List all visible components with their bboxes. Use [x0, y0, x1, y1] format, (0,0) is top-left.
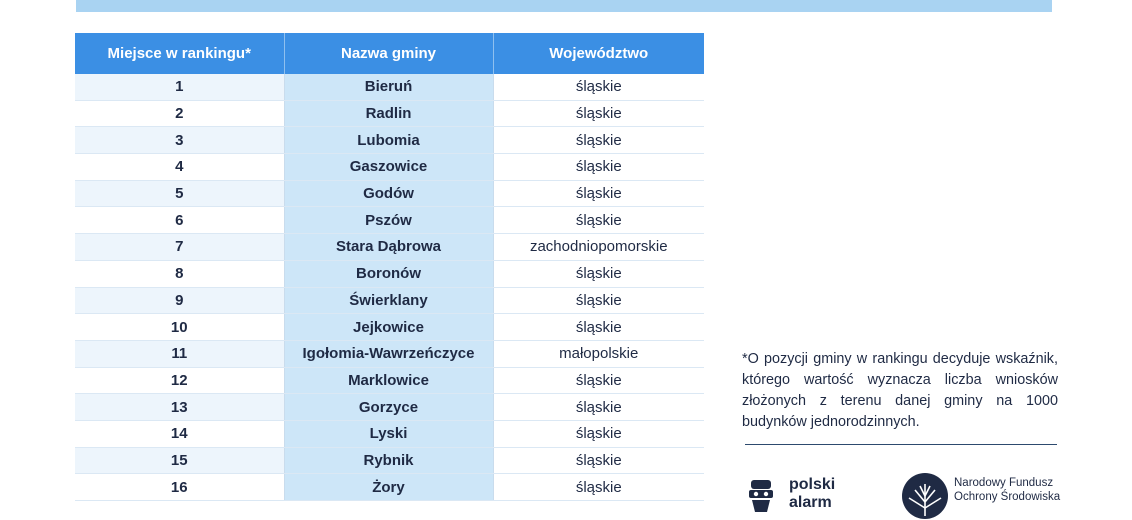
municipality-cell: Gorzyce — [284, 394, 493, 421]
table-row — [75, 180, 704, 207]
ranking-table — [75, 33, 704, 501]
nfosigw-emblem-icon — [901, 472, 949, 520]
table-row — [75, 447, 704, 474]
voivodeship-cell: śląskie — [493, 100, 704, 127]
nfosigw-line2: Ochrony Środowiska — [954, 491, 1061, 503]
rank-cell: 9 — [75, 287, 284, 314]
rank-cell: 16 — [75, 474, 284, 501]
rank-cell: 8 — [75, 260, 284, 287]
voivodeship-cell: śląskie — [493, 180, 704, 207]
rank-cell: 1 — [75, 74, 284, 100]
municipality-cell: Gaszowice — [284, 154, 493, 181]
voivodeship-cell: śląskie — [493, 207, 704, 234]
table-row — [75, 207, 704, 234]
table-row — [75, 127, 704, 154]
municipality-cell: Rybnik — [284, 447, 493, 474]
municipality-cell: Stara Dąbrowa — [284, 234, 493, 261]
table-row — [75, 234, 704, 261]
municipality-cell: Godów — [284, 180, 493, 207]
voivodeship-cell: śląskie — [493, 420, 704, 447]
divider-line — [745, 444, 1057, 445]
voivodeship-cell: śląskie — [493, 314, 704, 341]
header-rank: Miejsce w rankingu* — [75, 33, 284, 74]
voivodeship-cell: śląskie — [493, 74, 704, 100]
municipality-cell: Marklowice — [284, 367, 493, 394]
municipality-cell: Pszów — [284, 207, 493, 234]
rank-cell: 10 — [75, 314, 284, 341]
rank-cell: 4 — [75, 154, 284, 181]
ranking-footnote: *O pozycji gminy w rankingu decyduje wskaźnik, którego wartość wyznacza liczba wniosków złożonych z terenu danej gminy na 1000 budynków jednorodzinnych. — [742, 351, 1058, 430]
polski-alarm-line1: polski — [789, 476, 836, 493]
voivodeship-cell: śląskie — [493, 394, 704, 421]
rank-cell: 2 — [75, 100, 284, 127]
municipality-cell: Świerklany — [284, 287, 493, 314]
voivodeship-cell: śląskie — [493, 287, 704, 314]
voivodeship-cell: śląskie — [493, 154, 704, 181]
rank-cell: 12 — [75, 367, 284, 394]
municipality-cell: Lubomia — [284, 127, 493, 154]
header-voivodeship: Województwo — [493, 33, 704, 74]
rank-cell: 15 — [75, 447, 284, 474]
table-row — [75, 367, 704, 394]
rank-cell: 6 — [75, 207, 284, 234]
table-row — [75, 474, 704, 501]
voivodeship-cell: śląskie — [493, 127, 704, 154]
table-header-row — [75, 33, 704, 74]
nfosigw-logo — [901, 472, 1101, 512]
header-municipality: Nazwa gminy — [284, 33, 493, 74]
rank-cell: 11 — [75, 340, 284, 367]
polski-alarm-line2: alarm — [789, 494, 832, 511]
table-row — [75, 260, 704, 287]
voivodeship-cell: małopolskie — [493, 340, 704, 367]
table-body — [75, 74, 704, 501]
rank-cell: 7 — [75, 234, 284, 261]
voivodeship-cell: śląskie — [493, 260, 704, 287]
rank-cell: 13 — [75, 394, 284, 421]
table-row — [75, 420, 704, 447]
municipality-cell: Żory — [284, 474, 493, 501]
top-banner-band — [76, 0, 1052, 12]
table-row — [75, 287, 704, 314]
voivodeship-cell: śląskie — [493, 474, 704, 501]
rank-cell: 5 — [75, 180, 284, 207]
voivodeship-cell: zachodniopomorskie — [493, 234, 704, 261]
municipality-cell: Bieruń — [284, 74, 493, 100]
table-row — [75, 394, 704, 421]
table-row — [75, 340, 704, 367]
table-row — [75, 154, 704, 181]
polski-alarm-logo — [747, 476, 867, 516]
voivodeship-cell: śląskie — [493, 447, 704, 474]
table-row — [75, 314, 704, 341]
nfosigw-line1: Narodowy Fundusz — [954, 477, 1054, 489]
rank-cell: 3 — [75, 127, 284, 154]
rank-cell: 14 — [75, 420, 284, 447]
municipality-cell: Lyski — [284, 420, 493, 447]
table-row — [75, 74, 704, 100]
municipality-cell: Radlin — [284, 100, 493, 127]
municipality-cell: Boronów — [284, 260, 493, 287]
municipality-cell: Igołomia-Wawrzeńczyce — [284, 340, 493, 367]
municipality-cell: Jejkowice — [284, 314, 493, 341]
voivodeship-cell: śląskie — [493, 367, 704, 394]
table-row — [75, 100, 704, 127]
